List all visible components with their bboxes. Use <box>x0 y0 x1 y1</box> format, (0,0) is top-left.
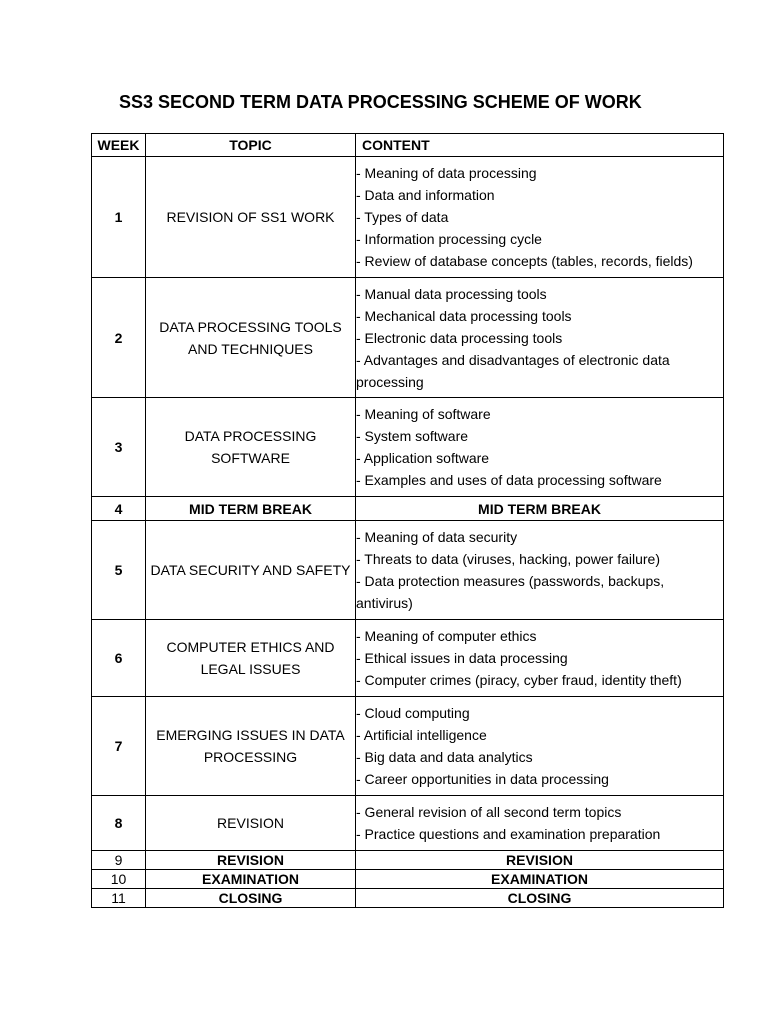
content-line: - General revision of all second term topics <box>356 804 622 820</box>
content-line: - Cloud computing <box>356 705 470 721</box>
table-row <box>92 278 724 398</box>
scheme-of-work-table <box>91 133 724 908</box>
week-cell: 10 <box>92 870 146 889</box>
week-cell: 3 <box>92 398 146 497</box>
table-row <box>92 521 724 620</box>
content-cell: REVISION <box>356 851 724 870</box>
table-row <box>92 889 724 908</box>
content-line: - Big data and data analytics <box>356 749 533 765</box>
content-line: - Electronic data processing tools <box>356 329 563 346</box>
week-cell: 2 <box>92 278 146 398</box>
header-topic: TOPIC <box>146 134 356 157</box>
content-cell <box>356 796 724 851</box>
content-line: - Application software <box>356 450 490 466</box>
topic-cell: DATA SECURITY AND SAFETY <box>146 521 356 620</box>
content-line: - Examples and uses of data processing software <box>356 472 662 488</box>
content-line: - Manual data processing tools <box>356 285 547 302</box>
content-cell: MID TERM BREAK <box>356 497 724 521</box>
content-line: - Review of database concepts (tables, records, fields) <box>356 253 693 269</box>
table-row <box>92 398 724 497</box>
content-cell <box>356 398 724 497</box>
table-row <box>92 851 724 870</box>
table-header-row <box>92 134 724 157</box>
content-line: - Ethical issues in data processing <box>356 650 568 666</box>
content-line: - System software <box>356 428 469 444</box>
header-content: CONTENT <box>356 134 724 157</box>
week-cell: 1 <box>92 157 146 278</box>
content-cell <box>356 278 724 398</box>
content-line: - Meaning of software <box>356 406 491 422</box>
content-line: - Career opportunities in data processing <box>356 771 609 787</box>
header-week: WEEK <box>92 134 146 157</box>
table-row <box>92 620 724 697</box>
table-row <box>92 497 724 521</box>
content-cell <box>356 157 724 278</box>
content-cell: CLOSING <box>356 889 724 908</box>
table-row <box>92 870 724 889</box>
content-cell <box>356 521 724 620</box>
topic-cell: CLOSING <box>146 889 356 908</box>
content-line: - Meaning of data security <box>356 529 518 545</box>
week-cell: 5 <box>92 521 146 620</box>
table-row <box>92 157 724 278</box>
topic-cell: DATA PROCESSING SOFTWARE <box>146 398 356 497</box>
table-row <box>92 697 724 796</box>
content-line: - Mechanical data processing tools <box>356 307 572 324</box>
content-line: - Data and information <box>356 187 495 203</box>
week-cell: 9 <box>92 851 146 870</box>
content-cell <box>356 620 724 697</box>
content-cell: EXAMINATION <box>356 870 724 889</box>
week-cell: 8 <box>92 796 146 851</box>
topic-cell: MID TERM BREAK <box>146 497 356 521</box>
content-line: - Meaning of data processing <box>356 165 537 181</box>
content-line: - Artificial intelligence <box>356 727 487 743</box>
topic-cell: EMERGING ISSUES IN DATA PROCESSING <box>146 697 356 796</box>
content-line: - Computer crimes (piracy, cyber fraud, identity theft) <box>356 672 682 688</box>
topic-cell: REVISION OF SS1 WORK <box>146 157 356 278</box>
content-cell <box>356 697 724 796</box>
week-cell: 4 <box>92 497 146 521</box>
content-line: - Advantages and disadvantages of electronic data processing <box>356 351 670 390</box>
week-cell: 11 <box>92 889 146 908</box>
topic-cell: REVISION <box>146 796 356 851</box>
page-title: SS3 SECOND TERM DATA PROCESSING SCHEME OF WORK <box>119 92 642 112</box>
content-line: - Practice questions and examination preparation <box>356 826 661 842</box>
topic-cell: COMPUTER ETHICS AND LEGAL ISSUES <box>146 620 356 697</box>
table-row <box>92 796 724 851</box>
week-cell: 6 <box>92 620 146 697</box>
week-cell: 7 <box>92 697 146 796</box>
topic-cell: REVISION <box>146 851 356 870</box>
content-line: - Meaning of computer ethics <box>356 628 537 644</box>
topic-cell: DATA PROCESSING TOOLS AND TECHNIQUES <box>146 278 356 398</box>
content-line: - Types of data <box>356 209 449 225</box>
content-line: - Information processing cycle <box>356 231 542 247</box>
topic-cell: EXAMINATION <box>146 870 356 889</box>
content-line: - Threats to data (viruses, hacking, power failure) <box>356 551 660 567</box>
content-line: - Data protection measures (passwords, backups, antivirus) <box>356 573 665 611</box>
